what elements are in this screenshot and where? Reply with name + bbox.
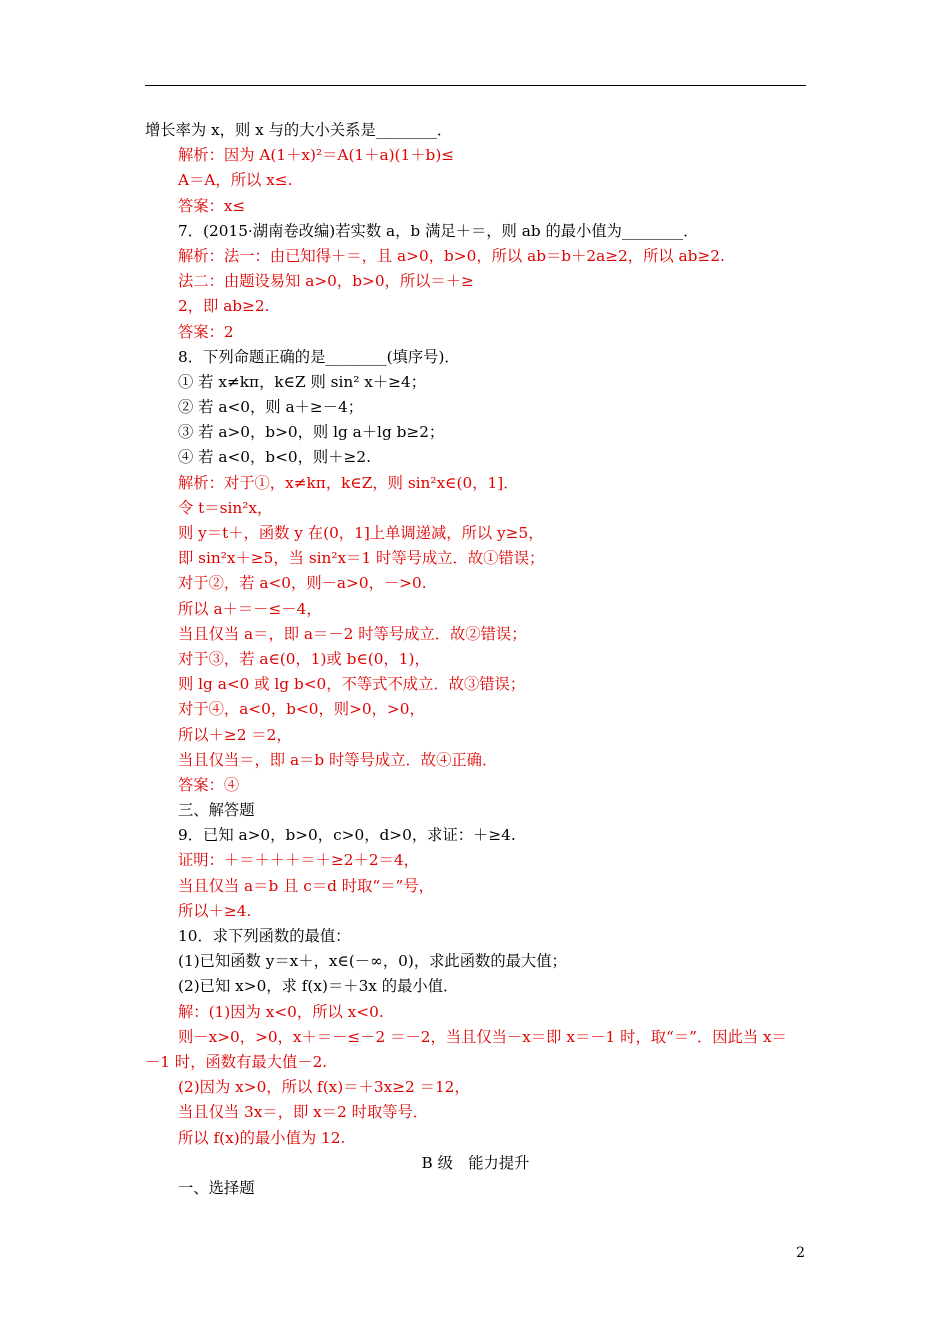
text-line: 解：(1)因为 x<0，所以 x<0.	[178, 1002, 384, 1021]
text-line: ④ 若 a<0，b<0，则＋≥2.	[178, 448, 371, 467]
text-line: 所以 f(x)的最小值为 12.	[178, 1128, 346, 1147]
text-line: 所以＋≥4.	[178, 901, 252, 920]
text-line: 解析：法一：由已知得＋＝，且 a>0，b>0，所以 ab＝b＋2a≥2，所以 ab≥2.	[178, 246, 725, 265]
header-rule	[145, 85, 806, 86]
text-line: 对于②，若 a<0，则－a>0，－>0.	[178, 574, 427, 593]
text-line: 10．求下列函数的最值：	[178, 927, 351, 945]
text-line: 所以 a＋＝－≤－4，	[178, 599, 322, 618]
text-line: 7．(2015·湖南卷改编)若实数 a，b 满足＋＝，则 ab 的最小值为________．	[178, 221, 699, 240]
text-line: －1 时，函数有最大值－2.	[145, 1052, 328, 1071]
text-line: ③ 若 a>0，b>0，则 lg a＋lg b≥2；	[178, 423, 445, 442]
text-line: B 级 能力提升	[421, 1153, 530, 1172]
text-line: 一、选择题	[178, 1178, 255, 1197]
text-line: 解析：对于①，x≠kπ，k∈Z，则 sin²x∈(0，1]．	[178, 473, 519, 492]
text-line: 对于④，a<0，b<0，则>0，>0，	[178, 700, 425, 719]
text-line: 答案：④	[178, 775, 240, 794]
text-line: 对于③，若 a∈(0，1)或 b∈(0，1)，	[178, 649, 430, 668]
text-line: 即 sin²x＋≥5，当 sin²x＝1 时等号成立．故①错误；	[178, 549, 545, 568]
text-line: 答案：x≤	[178, 196, 246, 215]
text-line: 9．已知 a>0，b>0，c>0，d>0，求证：＋≥4.	[178, 826, 516, 845]
text-line: 解析：因为 A(1＋x)²＝A(1＋a)(1＋b)≤	[178, 146, 455, 165]
document-body	[145, 118, 806, 1201]
text-line: 当且仅当＝，即 a＝b 时等号成立．故④正确．	[178, 750, 498, 769]
text-line: 则 y＝t＋，函数 y 在(0，1]上单调递减，所以 y≥5，	[178, 524, 544, 542]
text-line: 则 lg a<0 或 lg b<0，不等式不成立．故③错误；	[178, 675, 526, 694]
text-line: 令 t＝sin²x，	[178, 498, 273, 517]
text-line: 8．下列命题正确的是________(填序号)．	[178, 347, 460, 366]
page-number: 2	[796, 1245, 805, 1261]
text-line: (2)已知 x>0，求 f(x)＝＋3x 的最小值．	[178, 977, 459, 996]
text-line: 法二：由题设易知 a>0，b>0，所以＝＋≥	[178, 272, 474, 291]
text-line: (1)已知函数 y＝x＋，x∈(－∞，0)，求此函数的最大值；	[178, 952, 567, 971]
text-line: 证明：＋＝＋＋＋＝＋≥2＋2＝4，	[178, 851, 419, 870]
text-line: 答案：2	[178, 322, 234, 341]
text-line: ① 若 x≠kπ，k∈Z 则 sin² x＋≥4；	[178, 372, 426, 391]
text-line: 当且仅当 a＝b 且 c＝d 时取“＝”号，	[178, 876, 434, 895]
text-line: A＝A，所以 x≤.	[178, 171, 293, 190]
text-line: (2)因为 x>0，所以 f(x)＝＋3x≥2 ＝12，	[178, 1078, 470, 1097]
text-line: 则－x>0，>0，x＋＝－≤－2 ＝－2，当且仅当－x＝即 x＝－1 时，取“＝”．因此当 x＝	[178, 1027, 787, 1046]
text-line: ② 若 a<0，则 a＋≥－4；	[178, 398, 364, 417]
text-line: 2，即 ab≥2.	[178, 297, 270, 316]
text-line: 当且仅当 3x＝，即 x＝2 时取等号．	[178, 1103, 429, 1122]
text-line: 增长率为 x，则 x 与的大小关系是________．	[145, 121, 453, 139]
text-line: 当且仅当 a＝，即 a＝－2 时等号成立．故②错误；	[178, 624, 527, 643]
text-line: 所以＋≥2 ＝2，	[178, 725, 292, 744]
text-line: 三、解答题	[178, 801, 255, 820]
